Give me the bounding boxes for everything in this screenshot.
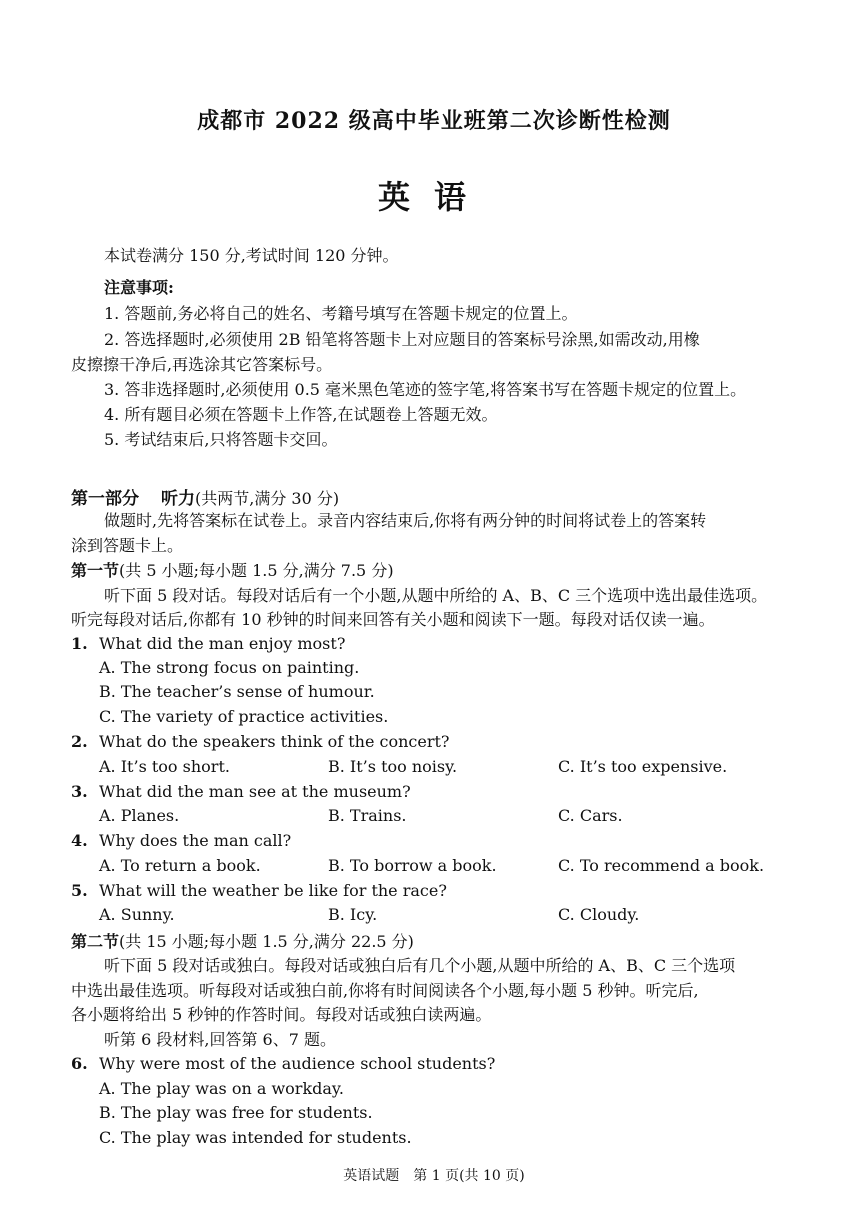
note-1: 1. 答题前,务必将自己的姓名、考籍号填写在答题卡规定的位置上。 bbox=[104, 304, 578, 323]
part1-instruction-1: 做题时,先将答案标在试卷上。录音内容结束后,你将有两分钟的时间将试卷上的答案转 bbox=[104, 511, 707, 530]
option-a: A. To return a book. bbox=[99, 856, 261, 875]
option-b: B. The teacher’s sense of humour. bbox=[99, 682, 375, 701]
note-2-continued: 皮擦擦干净后,再选涂其它答案标号。 bbox=[71, 355, 333, 374]
section1-instruction-1: 听下面 5 段对话。每段对话后有一个小题,从题中所给的 A、B、C 三个选项中选出最佳选项。 bbox=[104, 586, 768, 605]
section2-heading bbox=[71, 930, 414, 954]
option-a: A. Sunny. bbox=[99, 905, 175, 924]
question-number: 1. bbox=[71, 634, 88, 653]
notice-title: 注意事项: bbox=[104, 278, 174, 297]
part1-detail: (共两节,满分 30 分) bbox=[195, 489, 340, 508]
section1-instruction-2: 听完每段对话后,你都有 10 秒钟的时间来回答有关小题和阅读下一题。每段对话仅读一遍。 bbox=[71, 610, 715, 629]
subject-title: 英语 bbox=[377, 178, 490, 216]
section2-instruction-1: 听下面 5 段对话或独白。每段对话或独白后有几个小题,从题中所给的 A、B、C 三个选项 bbox=[104, 956, 736, 975]
option-c: C. Cloudy. bbox=[558, 905, 640, 924]
option-b: B. Trains. bbox=[328, 806, 407, 825]
option-c: C. Cars. bbox=[558, 806, 623, 825]
note-3: 3. 答非选择题时,必须使用 0.5 毫米黑色笔迹的签字笔,将答案书写在答题卡规定的位置上。 bbox=[104, 380, 747, 399]
option-b: B. Icy. bbox=[328, 905, 378, 924]
question-number: 5. bbox=[71, 881, 88, 900]
question-text: Why does the man call? bbox=[99, 831, 292, 850]
section2-instruction-3: 各小题将给出 5 秒钟的作答时间。每段对话或独白读两遍。 bbox=[71, 1005, 492, 1024]
option-a: A. The strong focus on painting. bbox=[99, 658, 360, 677]
question-number: 4. bbox=[71, 831, 88, 850]
question-text: What will the weather be like for the race? bbox=[99, 881, 447, 900]
note-4: 4. 所有题目必须在答题卡上作答,在试题卷上答题无效。 bbox=[104, 405, 498, 424]
section1-heading bbox=[71, 559, 394, 583]
section1-title: 第一节 bbox=[71, 561, 120, 580]
question-text: What do the speakers think of the concert? bbox=[99, 732, 450, 751]
option-c: C. It’s too expensive. bbox=[558, 757, 728, 776]
option-c: C. The play was intended for students. bbox=[99, 1128, 412, 1147]
question-number: 2. bbox=[71, 732, 88, 751]
part1-name: 听力 bbox=[161, 489, 195, 509]
option-a: A. The play was on a workday. bbox=[99, 1079, 344, 1098]
note-5: 5. 考试结束后,只将答题卡交回。 bbox=[104, 430, 338, 449]
page-footer: 英语试题 第 1 页(共 10 页) bbox=[343, 1168, 525, 1184]
question-text: What did the man enjoy most? bbox=[99, 634, 346, 653]
section2-detail: (共 15 小题;每小题 1.5 分,满分 22.5 分) bbox=[119, 932, 414, 951]
question-text: Why were most of the audience school students? bbox=[99, 1054, 496, 1073]
part1-heading bbox=[71, 484, 339, 511]
exam-title: 成都市 2022 级高中毕业班第二次诊断性检测 bbox=[197, 108, 671, 134]
part1-instruction-2: 涂到答题卡上。 bbox=[71, 536, 184, 555]
option-a: A. It’s too short. bbox=[99, 757, 230, 776]
option-a: A. Planes. bbox=[99, 806, 180, 825]
question-number: 6. bbox=[71, 1054, 88, 1073]
option-c: C. To recommend a book. bbox=[558, 856, 765, 875]
score-time-text: 本试卷满分 150 分,考试时间 120 分钟。 bbox=[104, 246, 399, 265]
option-b: B. It’s too noisy. bbox=[328, 757, 458, 776]
option-b: B. To borrow a book. bbox=[328, 856, 497, 875]
material-note: 听第 6 段材料,回答第 6、7 题。 bbox=[104, 1030, 336, 1049]
question-number: 3. bbox=[71, 782, 88, 801]
note-2: 2. 答选择题时,必须使用 2B 铅笔将答题卡上对应题目的答案标号涂黑,如需改动,用橡 bbox=[104, 330, 700, 349]
option-b: B. The play was free for students. bbox=[99, 1103, 373, 1122]
section2-title: 第二节 bbox=[71, 932, 120, 951]
section2-instruction-2: 中选出最佳选项。听每段对话或独白前,你将有时间阅读各个小题,每小题 5 秒钟。听完后, bbox=[71, 981, 699, 1000]
part1-title: 第一部分 bbox=[71, 489, 139, 509]
question-text: What did the man see at the museum? bbox=[99, 782, 411, 801]
section1-detail: (共 5 小题;每小题 1.5 分,满分 7.5 分) bbox=[119, 561, 394, 580]
option-c: C. The variety of practice activities. bbox=[99, 707, 389, 726]
